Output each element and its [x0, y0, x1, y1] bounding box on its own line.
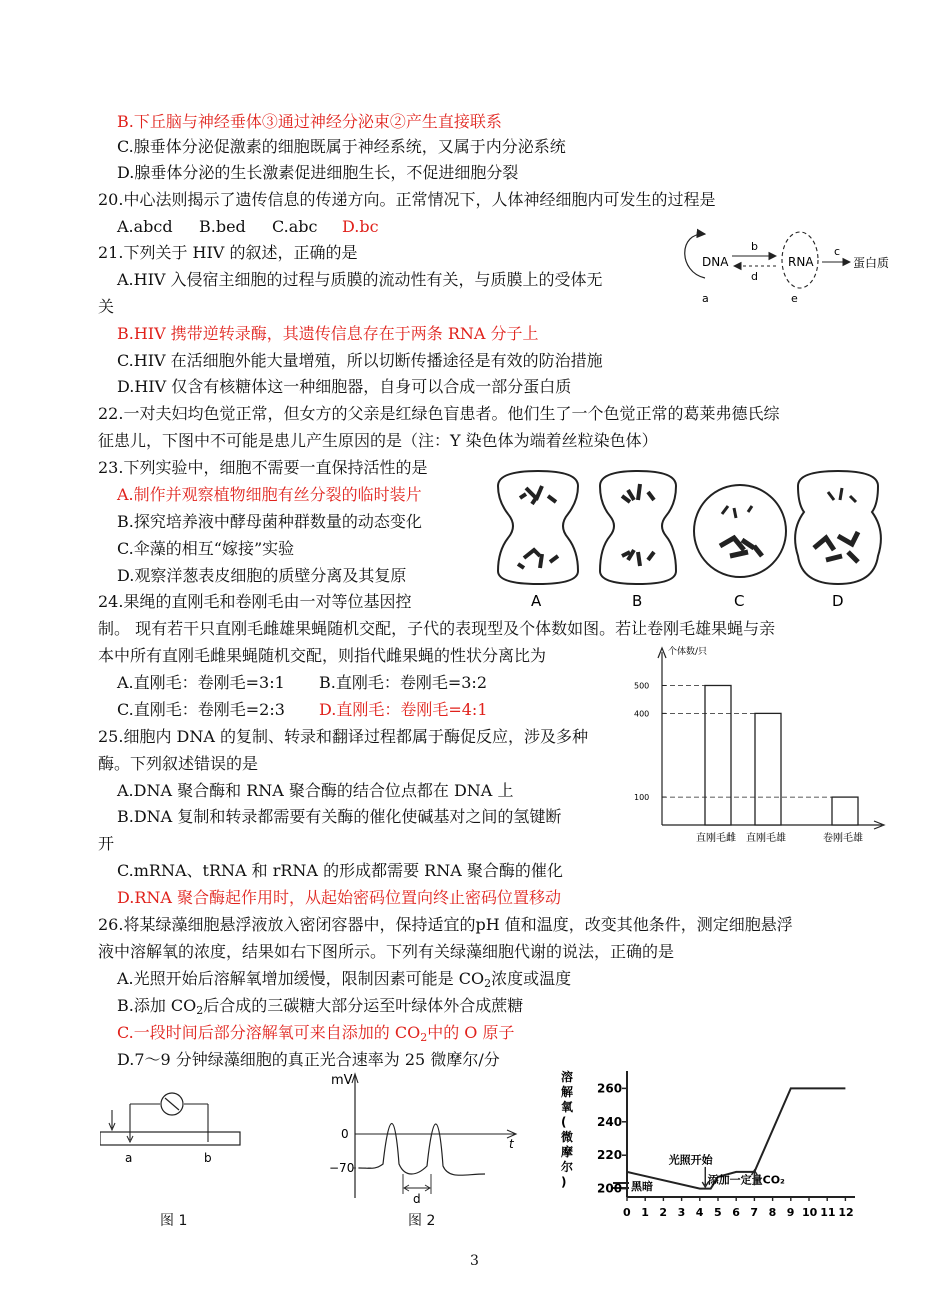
cell-label-b: B [632, 592, 643, 610]
cell-c [694, 485, 786, 577]
q23-option-c: C.伞藻的相互“嫁接”实验 [117, 539, 295, 558]
protein-label: 蛋白质 [853, 256, 890, 270]
q25-stem-1: 25.细胞内 DNA 的复制、转录和翻译过程都属于酶促反应，涉及多种 [98, 727, 589, 746]
q21-option-c: C.HIV 在活细胞外能大量增殖，所以切断传播途径是有效的防治措施 [117, 351, 603, 370]
o2-y-label-char: 解 [561, 1085, 574, 1099]
cell-label-d: D [832, 592, 844, 610]
o2-x-tick-label: 2 [659, 1206, 668, 1219]
o2-x-tick-label: 8 [768, 1206, 777, 1219]
figure-2-caption: 图 2 [408, 1213, 436, 1229]
bar-3 [832, 797, 858, 825]
d-label: d [413, 1192, 421, 1205]
q21-option-a-cont: 关 [98, 297, 115, 316]
bar-y-tick-label: 500 [634, 681, 650, 691]
bar-category-label: 直刚毛雄 [746, 833, 786, 844]
o2-x-tick-label: 9 [786, 1206, 795, 1219]
figure-1-nerve-fiber [100, 1090, 250, 1170]
q26-option-c: C.一段时间后部分溶解氧可来自添加的 $CO_2$中的 O 原子 [117, 1023, 515, 1044]
q24-option-d: D.直刚毛：卷刚毛=4:1 [319, 700, 488, 719]
q25-option-b-cont: 开 [98, 834, 115, 853]
q25-option-a: A.DNA 聚合酶和 RNA 聚合酶的结合位点都在 DNA 上 [117, 781, 514, 800]
annotation-light-on: 光照开始 [668, 1153, 713, 1167]
q19-option-d: D.腺垂体分泌的生长激素促进细胞生长，不促进细胞分裂 [117, 163, 519, 182]
annotation-add-co2: 添加一定量CO₂ [707, 1173, 785, 1187]
q26-option-d: D.7～9 分钟绿藻细胞的真正光合速率为 25 微摩尔/分 [117, 1050, 500, 1069]
q21-stem: 21.下列关于 HIV 的叙述，正确的是 [98, 243, 358, 262]
o2-x-tick-label: 5 [714, 1206, 722, 1219]
o2-y-tick-label: 200 [597, 1181, 623, 1196]
o2-x-tick-label: 4 [695, 1206, 704, 1219]
q19-option-c: C.腺垂体分泌促激素的细胞既属于神经系统，又属于内分泌系统 [117, 137, 566, 156]
dna-label: DNA [702, 255, 729, 269]
central-dogma-diagram [680, 222, 895, 307]
q24-stem-2: 制。 现有若干只直刚毛雌雄果蝇随机交配，子代的表现型及个体数如图。若让卷刚毛雄果蝇与亲 [98, 619, 776, 638]
q22-stem-1: 22.一对夫妇均色觉正常，但女方的父亲是红绿色盲患者。他们生了一个色觉正常的葛莱弗德氏综 [98, 404, 780, 423]
q22-stem-2: 征患儿，下图中不可能是患儿产生原因的是（注：Y 染色体为端着丝粒染色体） [98, 431, 658, 450]
o2-x-tick-label: 3 [677, 1206, 686, 1219]
cell-label-a: A [531, 592, 542, 610]
o2-y-label-char: 摩 [561, 1145, 574, 1159]
q24-stem-1: 24.果绳的直刚毛和卷刚毛由一对等位基因控 [98, 592, 412, 611]
o2-y-tick-label: 260 [597, 1081, 623, 1096]
q20-option-d: D.bc [342, 217, 379, 236]
point-a-label: a [125, 1151, 133, 1165]
bar-2 [755, 713, 781, 825]
q26-option-b: B.添加 $CO_2$后合成的三碳糖大部分运至叶绿体外合成蔗糖 [117, 996, 524, 1017]
point-b-label: b [204, 1151, 212, 1165]
o2-y-label-char: 微 [561, 1130, 574, 1144]
o2-y-label-char: 氧 [561, 1100, 574, 1114]
q23-stem: 23.下列实验中，细胞不需要一直保持活性的是 [98, 458, 428, 477]
cell-label-c: C [734, 592, 745, 610]
q25-option-b: B.DNA 复制和转录都需要有关酶的催化使碱基对之间的氢键断 [117, 807, 562, 826]
q24-option-a: A.直刚毛：卷刚毛=3:1 [117, 673, 285, 692]
o2-x-tick-label: 7 [750, 1206, 759, 1219]
o2-y-label-char: ) [561, 1175, 567, 1189]
q21-option-b: B.HIV 携带逆转录酶，其遗传信息存在于两条 RNA 分子上 [117, 324, 539, 343]
figure-1-caption: 图 1 [160, 1213, 188, 1229]
action-potential-trace [359, 1124, 485, 1176]
cell-a [498, 471, 578, 584]
o2-y-label-char: ( [561, 1115, 567, 1129]
mv-label: mV [331, 1073, 353, 1088]
q24-stem-3: 本中所有直刚毛雌果蝇随机交配，则指代雌果蝇的性状分离比为 [98, 646, 547, 665]
bar-y-axis-label: 个体数/只 [668, 647, 708, 657]
label-d: d [751, 270, 758, 283]
annotation-dark: 黑暗 [631, 1180, 653, 1193]
minus70-label: −70 [329, 1161, 355, 1175]
label-b: b [751, 240, 758, 253]
o2-y-label-char: 尔 [561, 1160, 574, 1174]
q19-option-b: B.下丘脑与神经垂体③通过神经分泌束②产生直接联系 [117, 112, 502, 131]
label-a: a [702, 292, 709, 305]
o2-y-tick-label: 220 [597, 1148, 623, 1163]
o2-x-tick-label: 1 [641, 1206, 649, 1219]
q26-stem-2: 液中溶解氧的浓度，结果如右下图所示。下列有关绿藻细胞代谢的说法，正确的是 [98, 942, 675, 961]
nerve-fiber [100, 1132, 240, 1145]
q23-option-b: B.探究培养液中酵母菌种群数量的动态变化 [117, 512, 422, 531]
label-c: c [834, 245, 841, 258]
cell-d [795, 471, 881, 584]
q24-option-c: C.直刚毛：卷刚毛=2:3 [117, 700, 285, 719]
q26-option-a: A.光照开始后溶解氧增加缓慢，限制因素可能是 $CO_2$浓度或温度 [117, 969, 572, 990]
o2-x-tick-label: 0 [623, 1206, 631, 1219]
q20-option-c: C.abc [272, 217, 318, 236]
q25-option-c: C.mRNA、tRNA 和 rRNA 的形成都需要 RNA 聚合酶的催化 [117, 861, 563, 880]
q21-option-d: D.HIV 仅含有核糖体这一种细胞器，自身可以合成一部分蛋白质 [117, 377, 572, 396]
q23-option-a: A.制作并观察植物细胞有丝分裂的临时装片 [117, 485, 422, 504]
q25-stem-2: 酶。下列叙述错误的是 [98, 754, 259, 773]
rna-label: RNA [788, 255, 814, 269]
q25-option-d: D.RNA 聚合酶起作用时，从起始密码位置向终止密码位置移动 [117, 888, 562, 907]
q23-option-d: D.观察洋葱表皮细胞的质壁分离及其复原 [117, 566, 407, 585]
q20-option-a: A.abcd [117, 217, 173, 236]
o2-y-tick-label: 240 [597, 1114, 623, 1129]
bar-category-label: 卷刚毛雄 [823, 833, 863, 844]
t-label: t [509, 1137, 514, 1151]
bar-y-tick-label: 100 [634, 793, 650, 803]
cell-b [600, 471, 676, 584]
bar-y-tick-label: 400 [634, 709, 650, 719]
label-e: e [791, 292, 798, 305]
q24-option-b: B.直刚毛：卷刚毛=3:2 [319, 673, 488, 692]
o2-y-label-char: 溶 [561, 1070, 574, 1084]
q26-stem-1: 26.将某绿藻细胞悬浮液放入密闭容器中，保持适宜的pH 值和温度，改变其他条件，测定细胞悬浮 [98, 915, 793, 934]
o2-x-tick-label: 6 [732, 1206, 740, 1219]
q20-option-b: B.bed [199, 217, 246, 236]
o2-x-tick-label: 11 [820, 1206, 836, 1219]
o2-x-tick-label: 10 [802, 1206, 818, 1219]
q21-option-a: A.HIV 入侵宿主细胞的过程与质膜的流动性有关，与质膜上的受体无 [117, 270, 603, 289]
dissolved-oxygen-chart [555, 1065, 870, 1225]
zero-label: 0 [341, 1127, 349, 1141]
cell-division-figures [488, 466, 888, 616]
bar-category-label: 直刚毛雌 [696, 833, 736, 844]
q20-stem: 20.中心法则揭示了遗传信息的传递方向。正常情况下，人体神经细胞内可发生的过程是 [98, 190, 716, 209]
bar-1 [705, 685, 731, 825]
offspring-bar-chart [620, 640, 890, 855]
oxygen-y-axis-label [561, 1069, 574, 1189]
figure-2-action-potential [325, 1070, 525, 1205]
page-number: 3 [470, 1253, 479, 1269]
o2-x-tick-label: 12 [838, 1206, 854, 1219]
